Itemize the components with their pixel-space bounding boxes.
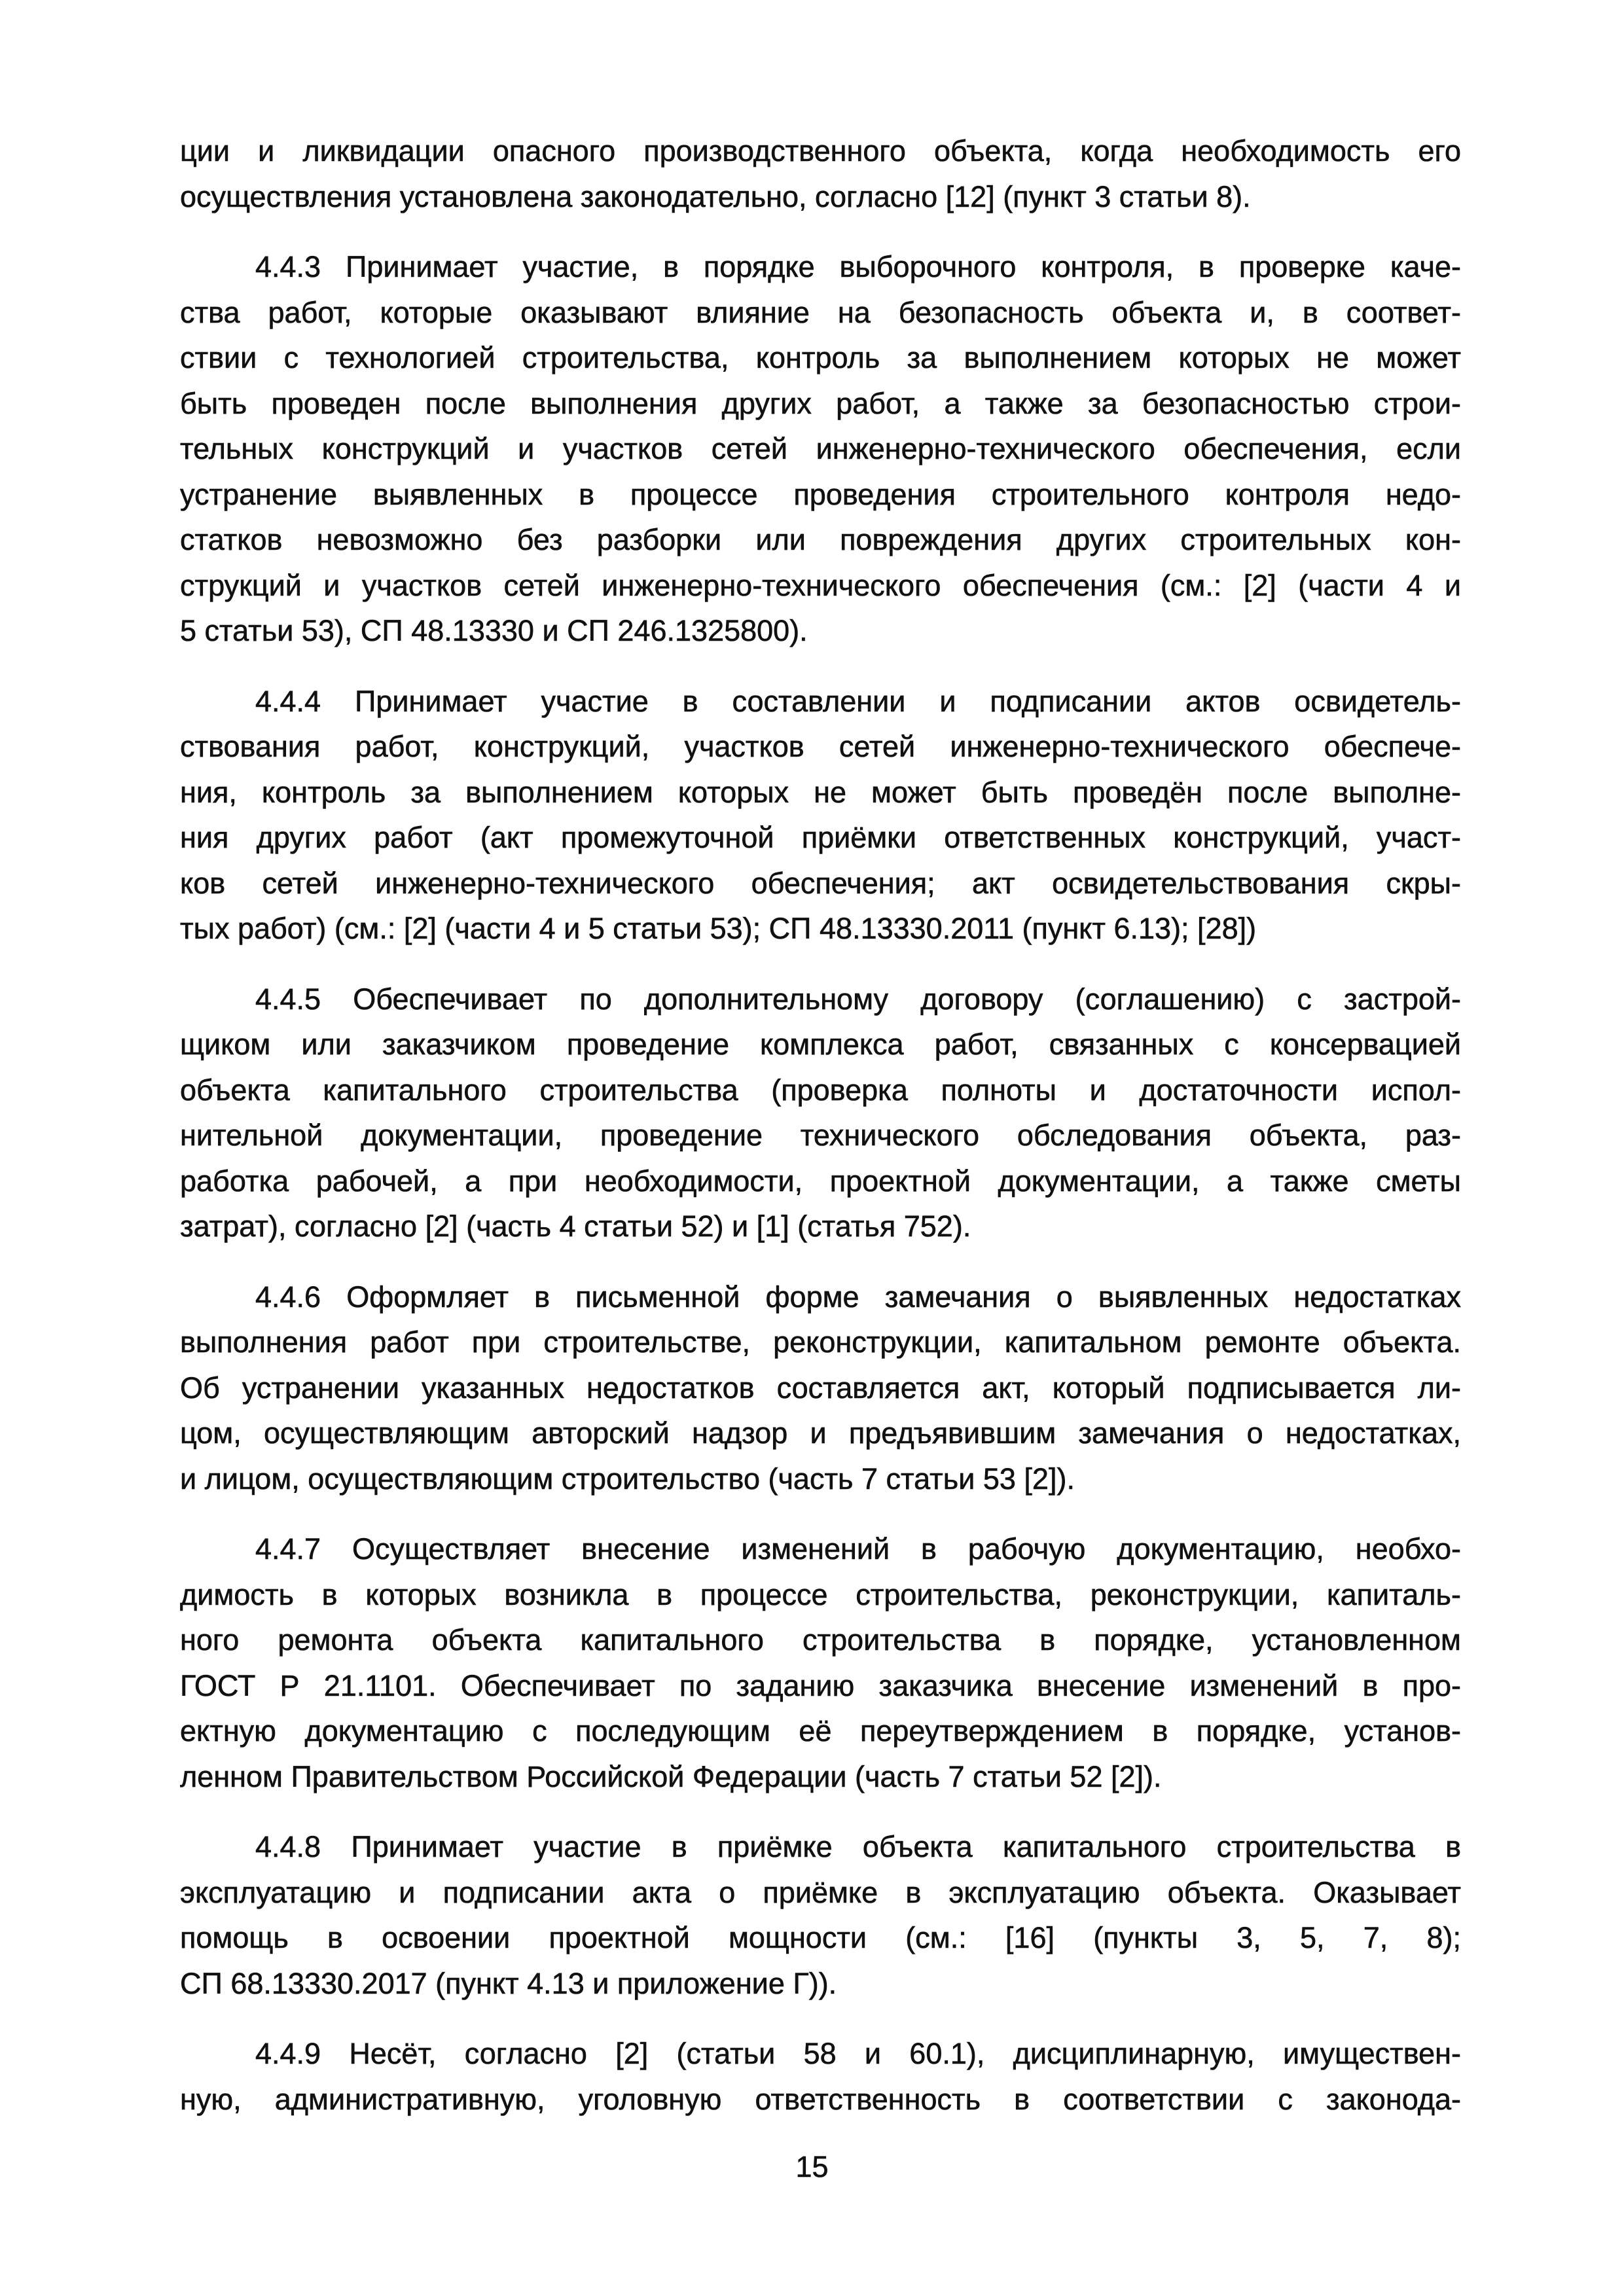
paragraph — [180, 1274, 1461, 1502]
paragraph — [180, 977, 1461, 1249]
paragraph — [180, 2031, 1461, 2122]
text-line: объекта капитального строительства (проверка полноты и достаточности испол- — [180, 1073, 1461, 1107]
paragraph — [180, 1526, 1461, 1799]
text-line: выполнения работ при строительстве, реконструкции, капитальном ремонте объекта. — [180, 1325, 1461, 1359]
text-line: ков сетей инженерно-технического обеспечения; акт освидетельствования скры- — [180, 866, 1461, 900]
text-line: 4.4.5 Обеспечивает по дополнительному договору (соглашению) с застрой- — [255, 982, 1461, 1016]
text-line: тых работ) (см.: [2] (части 4 и 5 статьи 53); СП 48.13330.2011 (пункт 6.13); [28]) — [180, 912, 1257, 945]
text-line: статков невозможно без разборки или повреждения других строительных кон- — [180, 523, 1461, 556]
text-line: 4.4.3 Принимает участие, в порядке выборочного контроля, в проверке каче- — [255, 250, 1461, 283]
text-line: 5 статьи 53), СП 48.13330 и СП 246.1325800). — [180, 614, 808, 647]
paragraph — [180, 244, 1461, 654]
text-line: 4.4.4 Принимает участие в составлении и подписании актов освидетель- — [255, 684, 1461, 718]
text-line: ния других работ (акт промежуточной приёмки ответственных конструкций, участ- — [180, 821, 1461, 854]
text-line: 4.4.9 Несёт, согласно [2] (статьи 58 и 60.1), дисциплинарную, имуществен- — [255, 2037, 1461, 2070]
text-line: 4.4.7 Осуществляет внесение изменений в рабочую документацию, необхо- — [255, 1532, 1461, 1566]
text-line: Об устранении указанных недостатков составляется акт, который подписывается ли- — [180, 1371, 1461, 1405]
text-line: димость в которых возникла в процессе строительства, реконструкции, капиталь- — [180, 1577, 1461, 1611]
text-line: ного ремонта объекта капитального строительства в порядке, установленном — [180, 1623, 1461, 1657]
paragraph — [180, 1824, 1461, 2006]
text-line: и лицом, осуществляющим строительство (часть 7 статьи 53 [2]). — [180, 1462, 1075, 1496]
document-body — [180, 128, 1461, 2122]
text-line: ленном Правительством Российской Федерации (часть 7 статьи 52 [2]). — [180, 1759, 1162, 1793]
text-line: ции и ликвидации опасного производственного объекта, когда необходимость его — [180, 134, 1461, 168]
text-line: устранение выявленных в процессе проведения строительного контроля недо- — [180, 477, 1461, 511]
text-line: ектную документацию с последующим её переутверждением в порядке, установ- — [180, 1714, 1461, 1748]
text-line: щиком или заказчиком проведение комплекса работ, связанных с консервацией — [180, 1028, 1461, 1061]
text-line: ствования работ, конструкций, участков сетей инженерно-технического обеспече- — [180, 730, 1461, 763]
paragraph — [180, 679, 1461, 952]
text-line: СП 68.13330.2017 (пункт 4.13 и приложение Г)). — [180, 1966, 837, 2000]
text-line: струкций и участков сетей инженерно-технического обеспечения (см.: [2] (части 4 и — [180, 568, 1461, 602]
text-line: работка рабочей, а при необходимости, проектной документации, а также сметы — [180, 1164, 1461, 1198]
page-number: 15 — [795, 2150, 829, 2183]
text-line: ГОСТ Р 21.1101. Обеспечивает по заданию заказчика внесение изменений в про- — [180, 1668, 1461, 1702]
text-line: затрат), согласно [2] (часть 4 статьи 52) и [1] (статья 752). — [180, 1210, 971, 1243]
paragraph — [180, 128, 1461, 219]
text-line: помощь в освоении проектной мощности (см.: [16] (пункты 3, 5, 7, 8); — [180, 1921, 1461, 1954]
text-line: ную, административную, уголовную ответственность в соответствии с законода- — [180, 2082, 1461, 2116]
text-line: быть проведен после выполнения других работ, а также за безопасностью строи- — [180, 386, 1461, 420]
text-line: ния, контроль за выполнением которых не может быть проведён после выполне- — [180, 775, 1461, 809]
text-line: тельных конструкций и участков сетей инженерно-технического обеспечения, если — [180, 432, 1461, 465]
text-line: осуществления установлена законодательно, согласно [12] (пункт 3 статьи 8). — [180, 179, 1251, 213]
text-line: цом, осуществляющим авторский надзор и предъявившим замечания о недостатках, — [180, 1416, 1461, 1450]
text-line: ствии с технологией строительства, контроль за выполнением которых не может — [180, 341, 1461, 374]
text-line: ства работ, которые оказывают влияние на безопасность объекта и, в соответ- — [180, 295, 1461, 329]
text-line: 4.4.6 Оформляет в письменной форме замечания о выявленных недостатках — [255, 1280, 1461, 1314]
text-line: нительной документации, проведение технического обследования объекта, раз- — [180, 1119, 1461, 1152]
text-line: 4.4.8 Принимает участие в приёмке объекта капитального строительства в — [255, 1830, 1461, 1863]
text-line: эксплуатацию и подписании акта о приёмке в эксплуатацию объекта. Оказывает — [180, 1875, 1461, 1909]
